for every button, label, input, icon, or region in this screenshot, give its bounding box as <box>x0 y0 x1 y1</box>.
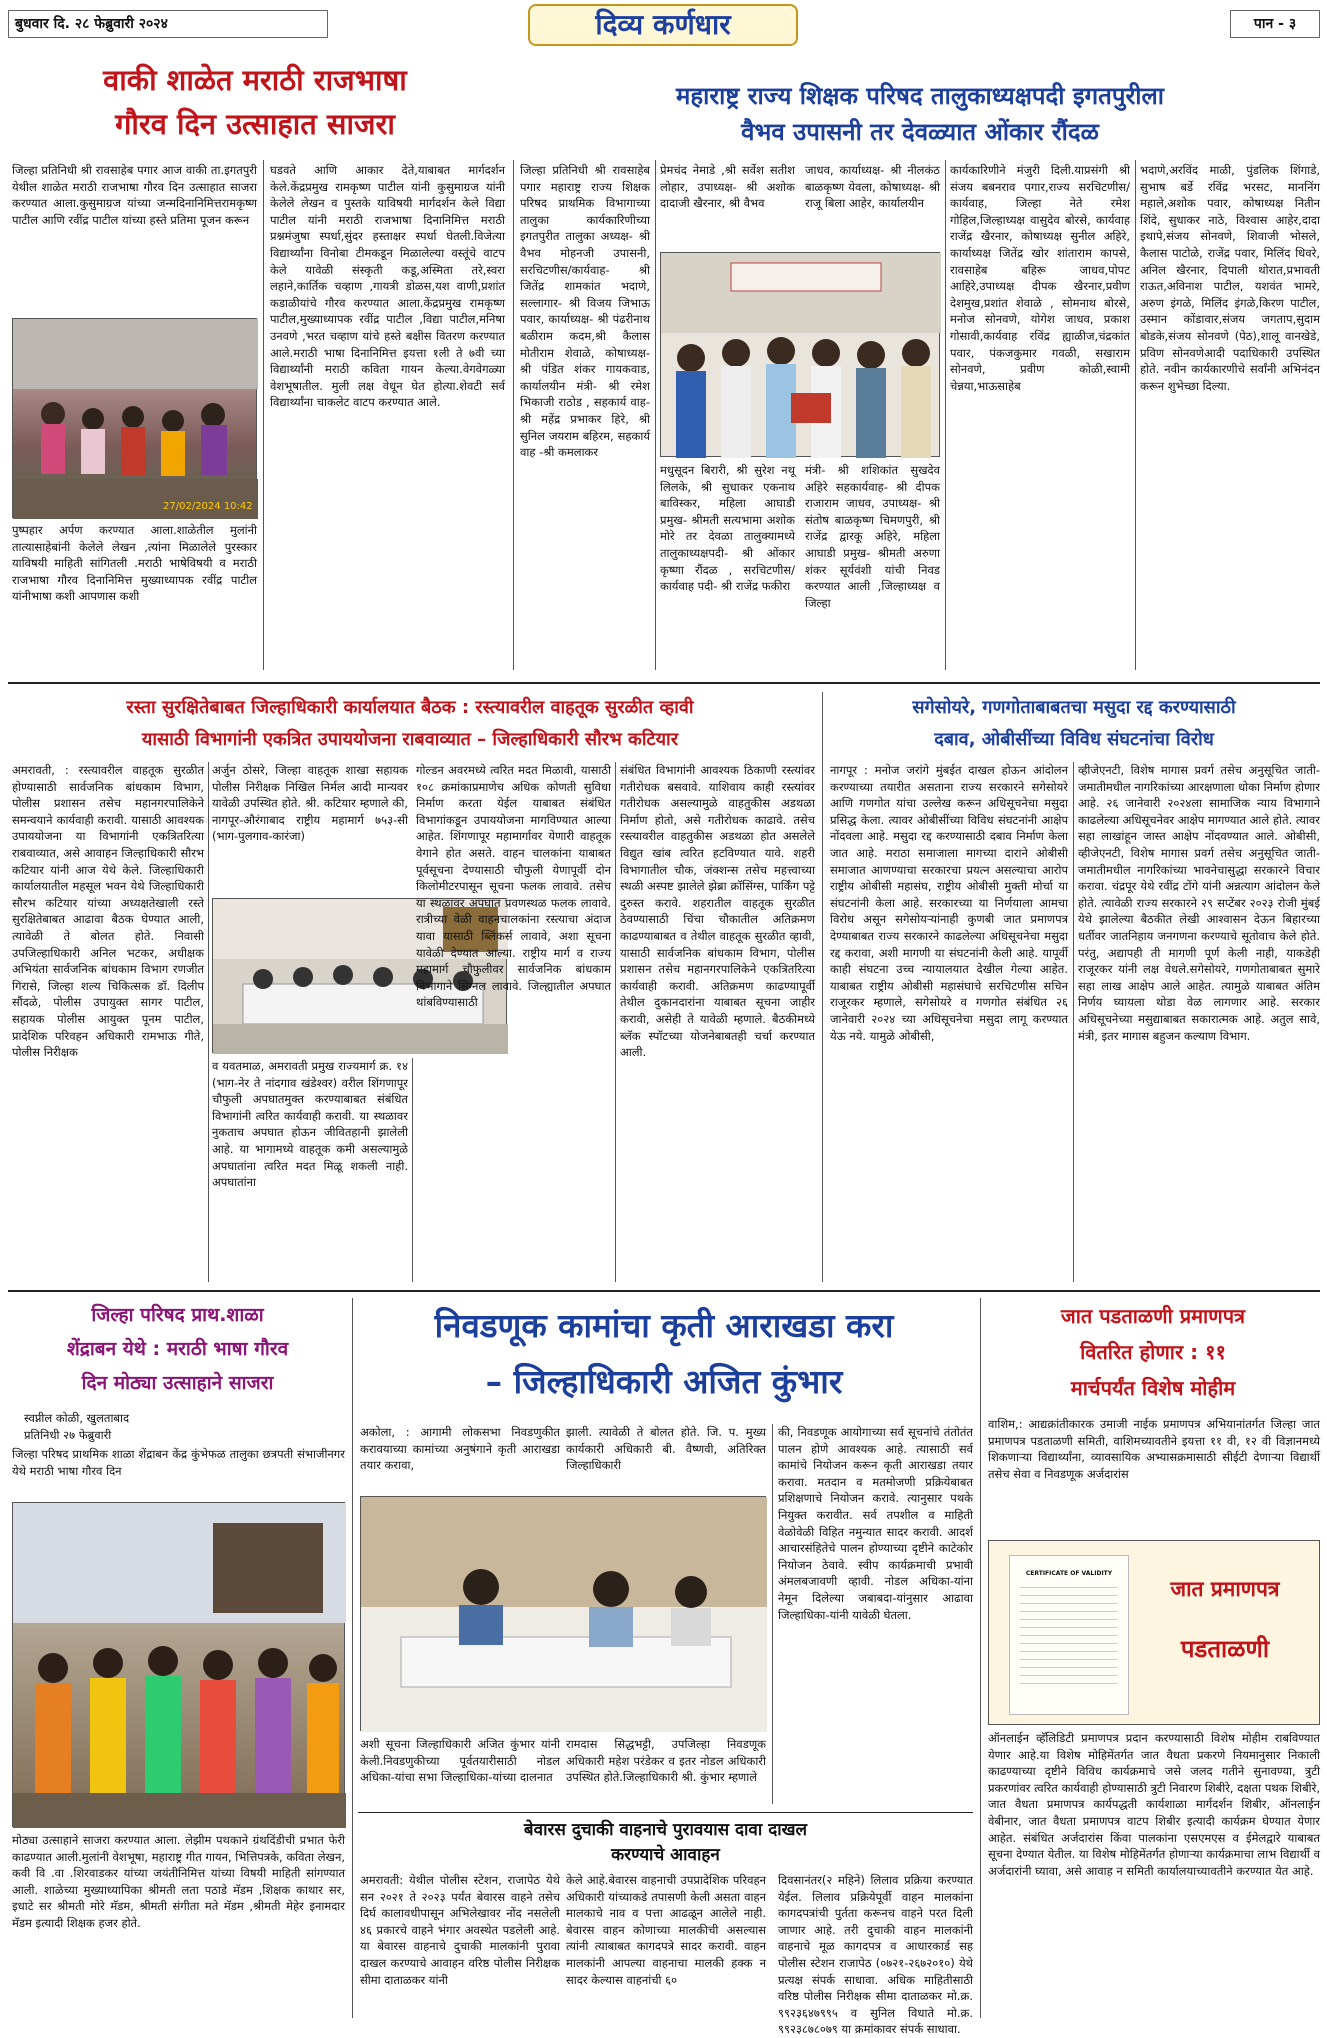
story3-headline <box>10 692 810 758</box>
story3-col4: संबंधित विभागांनी आवश्यक ठिकाणी रस्त्यांवर गतीरोधक बसवावे. याशिवाय काही रस्त्यांवर गतीरोधक असल्यामुळे वाहतुकीस अडथळा निर्माण होतो, असे गतीरोधक काढावे. तसेच रस्त्यावरील वाहतुकीस अडथळा होत असलेले विद्युत खांब त्वरित हटविण्यात यावे. शहरी विभागातील चौक, जंक्शन्स तसेच महत्त्वाच्या स्थळी अस्पष्ट झालेले झेब्रा क्रॉसिंग्स, पार्किंग पट्टे दुरुस्त करावे. शहरातील वाहतूक सुरळीत ठेवण्यासाठी चिंचा चौकातील अतिक्रमण काढण्याबाबत व तेथील वाहतूक सुरळीत व्हावी, यासाठी सार्वजनिक बांधकाम विभाग, पोलीस प्रशासन तसेच महानगरपालिकेने एकत्रितरित्या कार्यवाही करावी. अतिक्रमण काढण्यापूर्वी तेथील दुकानदारांना याबाबत सूचना जाहीर करावी, असेही ते यावेळी म्हणाले. बैठकीमध्ये ब्लॅक स्पॉटच्या योजनेबाबतही चर्चा करण्यात आली. <box>620 763 815 1060</box>
story6-photo <box>360 1496 766 1731</box>
story6-col1-top: अकोला, : आगामी लोकसभा निवडणुकीत करावयाच्या कामांच्या अनुषंगाने कृती आराखडा तयार करावा, <box>360 1425 560 1473</box>
story8-intro: वाशिम,: आद्यक्रांतीकारक उमाजी नाईक प्रमाणपत्र अभियानांतर्गत जिल्हा जात प्रमाणपत्र पडताळणी समिती, वाशिमच्यावतीने इयत्ता ११ वी, १२ वी विज्ञानमध्ये शिकणाऱ्या विद्यार्थ्यांना, व्यावसायिक अभ्यासक्रमासाठी सीईटी देणाऱ्या विद्यार्थी तसेच सेवा व निवडणूक अर्जदारांस <box>988 1417 1320 1481</box>
story3-col3: गोल्डन अवरमध्ये त्वरित मदत मिळावी, यासाठी १०८ क्रमांकाप्रमाणेच अधिक कोणती सुविधा निर्माण करता येईल याबाबत संबंधित विभागांकडून उपाययोजना मागविण्यात आल्या आहेत. शिंगणापूर महामार्गावर येणारी वाहतूक वेगाने होत असते. वाहन चालकांना याबाबत पूर्वसूचना देण्यासाठी चौफुली येणापूर्वी दोन किलोमीटरपासून सूचना फलक लावावे. तसेच या स्थळावर अपघात प्रवणस्थळ फलक लावावे. रात्रीच्या वेळी वाहनचालकांना रस्त्याचा अंदाज यावा यासाठी ब्लिंकर्स लावावे, अशा सूचना यावेळी देण्यात आल्या. राष्ट्रीय मार्ग व राज्य महामार्ग चौफुलीवर सार्वजनिक बांधकाम विभागाने सिग्नल लावावे. जिल्ह्यातील अपघात थांबविण्यासाठी <box>416 763 611 1010</box>
story8-title-line3: मार्चपर्यंत विशेष मोहीम <box>1070 1376 1236 1400</box>
story7-col1: अमरावती: येथील पोलीस स्टेशन, राजापेठ येथे सन २०२१ ते २०२३ पर्यंत बेवारस वाहने तसेच दिर्घ कालावधीपासून अभिलेखावर नोंद नसलेली ४६ प्रकारचे वाहने भंगार अवस्थेत पडलेली आहे. या बेवारस वाहनाचे दुचाकी मालकांनी पुरावा दाखल करण्याचे आवाहन वरिष्ठ पोलीस निरीक्षक सीमा दाताळकर यांनी <box>360 1873 560 1987</box>
story5-photo-art <box>13 1503 346 1828</box>
story5-byline2: प्रतिनिधी २७ फेब्रुवारी <box>24 1428 112 1442</box>
story1-headline <box>10 58 500 158</box>
story2-col5: भदाणे,अरविंद माळी, पुंडलिक शिंगाडे, सुभाष बर्डे रविंद्र भरसट, माननिंग महाले,अशोक पवार, कोषाध्यक्ष नितीन शिंदे, सुधाकर नाठे, विश्वास आहेर,दादा इथापे,संजय सोनवणे, शिवाजी भोसले, कैलास पाटोळे, राजेंद्र पवार, मिलिंद धिवरे, अनिल खैरनार, दिपाली थोरात,प्रभावती राऊत,अविनाश पाटील, यशवंत भामरे, अरुण इंगळे, मिलिंद इंगळे,किरण पाटील, उस्मान कोंडावार,संजय जगताप,सुदाम बोडके,संजय सोनवणे (पेठ),शालू वानखेडे, प्रविण सोनवणेआदी पदाधिकारी उपस्थित होते. नवीन कार्यकारणीचे सर्वांनी अभिनंदन करून शुभेच्छा दिल्या. <box>1140 163 1320 393</box>
story4-title-line2: दबाव, ओबीसींच्या विविध संघटनांचा विरोध <box>934 729 1214 750</box>
story2-title-line2: वैभव उपासनी तर देवळ्यात ओंकार रौंदळ <box>741 118 1099 146</box>
story5-body: मोठ्या उत्साहाने साजरा करण्यात आला. लेझीम पथकाने ग्रंथदिंडीची प्रभात फेरी काढण्यात आली.मुलांनी वेशभूषा, महाराष्ट्र गीत गायन, भित्तिपत्रके, कविता लेखन, कवी वि .वा .शिरवाडकर यांच्या जयंतीनिमित्त यांच्या विषयी माहिती सांगण्यात आली. शाळेच्या मुख्याध्यापिका श्रीमती लता पठाडे मॅडम ,शिक्षक काथार सर, इधाटे सर श्रीमती मोरे मॅडम, श्रीमती संगीता मते मॅडम ,श्रीमती मेहेर इनामदार मॅडम इत्यादी शिक्षक हजर होते. <box>12 1833 345 1930</box>
story4-title-line1: सगेसोयरे, गणगोताबाबतचा मसुदा रद्द करण्यासाठी <box>912 697 1236 718</box>
story1-photo-art <box>13 319 258 519</box>
story1-photo <box>12 318 257 518</box>
story7-col3: दिवसानंतर(२ महिने) लिलाव प्रक्रिया करण्यात येईल. लिलाव प्रक्रियेपूर्वी वाहन मालकांना कागदपत्रांची पुर्तता करूनच वाहने परत दिली जाणार आहे. तरी दुचाकी वाहन मालकांनी वाहनाचे मूळ कागदपत्र व आधारकार्ड सह पोलीस स्टेशन राजापेठ (०७२१-२६७२०१०) येथे प्रत्यक्ष संपर्क साधावा. अधिक माहितीसाठी वरिष्ठ पोलीस निरीक्षक सीमा दाताळकर मो.क्र. ९९२३६४७९९५ व सुनिल विधाते मो.क्र. ९९२३८७८०७९ या क्रमांकावर संपर्क साधावा. <box>778 1873 973 2037</box>
story3-col1: अमरावती, : रस्त्यावरील वाहतूक सुरळीत होण्यासाठी सार्वजनिक बांधकाम विभाग, पोलीस प्रशासन तसेच महानगरपालिकेने समन्वयाने कार्यवाही करावी. यासाठी आवश्यक उपाययोजना या विभागांनी एकत्रितरित्या राबवाव्यात, असे आवाहन जिल्हाधिकारी सौरभ कटियार यांनी आज येथे केले. जिल्हाधिकारी कार्यालयातील महसूल भवन येथे जिल्हाधिकारी सौरभ कटियार यांच्या अध्यक्षतेखाली रस्ते सुरक्षितेबाबत आढावा बैठक घेण्यात आली, त्यावेळी ते बोलत होते. निवासी उपजिल्हाधिकारी अनिल भटकर, अधीक्षक अभियंता सार्वजनिक बांधकाम विभाग रणजीत गिरासे, जिल्हा शल्य चिकित्सक डॉ. दिलीप सौंदळे, पोलीस उपायुक्त सागर पाटील, सहायक पोलीस आयुक्त पूनम पाटील, प्रादेशिक परिवहन अधिकारी रामभाऊ गीते, पोलीस निरीक्षक <box>12 763 204 1060</box>
story5-byline1: स्वप्नील कोळी, खुलताबाद <box>24 1411 130 1425</box>
story4-headline <box>828 692 1320 758</box>
story8-title-line1: जात पडताळणी प्रमाणपत्र <box>1060 1304 1246 1328</box>
story8-image <box>988 1540 1320 1725</box>
story6-photo-art <box>361 1497 767 1732</box>
story5-title-line1: जिल्हा परिषद प्राथ.शाळा <box>91 1304 264 1326</box>
story6-col3: की, निवडणूक आयोगाच्या सर्व सूचनांचे तंतोतंत पालन होणे आवश्यक आहे. त्यासाठी सर्व कामांचे नियोजन करून कृती आराखडा तयार करावा. मतदान व मतमोजणी प्रक्रियेबाबत प्रशिक्षणाचे नियोजन करावे. त्यानुसार पथके नियुक्त करावीत. सर्व तपशील व माहिती वेळोवेळी विहित नमुन्यात सादर करावी. आदर्श आचारसंहितेचे पालन होण्याच्या दृष्टीने काटेकोर नियोजन ठेवावे. स्वीप कार्यक्रमाची प्रभावी अंमलबजावणी व्हावी. नोडल अधिका-यांना नेमून दिलेल्या जबाबदा-यांनुसार आढावा जिल्हाधिका-यांनी यावेळी घेतला. <box>778 1425 973 1622</box>
story7-col2: केले आहे.बेवारस वाहनाची उपप्रादेशिक परिवहन अधिकारी यांच्याकडे तपासणी केली असता वाहन मालकाचे नाव व पत्ता आढळून आलेले नाही. बेवारस वाहन कोणाच्या मालकीची असल्यास त्यांनी त्याबाबत कागदपत्रे सादर करावी. वाहन मालकांनी आपल्या वाहनाचा मालकी हक्क न सादर केल्यास वाहनांची ६० <box>566 1873 766 1987</box>
story8-body: ऑनलाईन व्हॅलिडिटी प्रमाणपत्र प्रदान करण्यासाठी विशेष मोहीम राबविण्यात येणार आहे.या विशेष मोहिमेंतर्गत जात वैधता प्रकरणे नियमानुसार निकाली काढण्याच्या दृष्टीने विविध कार्यक्रमाचे जसे जलद गतीने सुनावण्या, त्रुटी प्रकरणांवर त्वरित कार्यवाही होण्यासाठी त्रुटी निवारण शिबीरे, दक्षता पथक शिबीरे, जात वैधता प्रमाणपत्र कार्यपद्धती कार्यशाळा मार्गदर्शन शिबीर, ऑनलाईन वेबीनार, जात वैधता प्रमाणपत्र वाटप शिबीर इत्यादी कार्यक्रम घेण्यात येणार आहेत. संबंधित अर्जदारांस किंवा पालकांना एसएमएस व ईमेलद्वारे याबाबत सूचना देण्यात येतील. या विशेष मोहिमेंतर्गत होणाऱ्या कार्यक्रमाचा लाभ विद्यार्थी व अर्जदारांनी घ्यावा, असे आवाह न समिती कार्यालयाच्यावतीने करण्यात येत आहे. <box>988 1731 1320 1878</box>
story8-title-line2: वितरित होणार : ११ <box>1080 1340 1226 1364</box>
story5-headline <box>10 1298 345 1406</box>
story2-title-line1: महाराष्ट्र राज्य शिक्षक परिषद तालुकाध्यक्षपदी इगतपुरीला <box>676 82 1164 110</box>
story2-col4: कार्यकारिणीने मंजुरी दिली.याप्रसंगी श्री संजय बबनराव पगार,राज्य सरचिटणीस/कार्यवाह, जिल्हा नेते रमेश गोहिल,जिल्हाध्यक्ष वासुदेव बोरसे, कार्यवाह राजेंद्र खैरनार, कोषाध्यक्ष सुनील अहिरे, कार्याध्यक्ष जितेंद्र खोर शांताराम कापसे, रावसाहेब बहिरू जाधव,पोपट आहिरे,उपाध्यक्ष दीपक खैरनार,प्रवीण देशमुख,प्रशांत शेवाळे , सोमनाथ बोरसे, मनोज सोनवणे, योगेश जाधव, प्रकाश गोसावी,कार्यवाह रविंद्र ह्याळीज,चंद्रकांत पवार, पंकजकुमार गवळी, सखाराम सोनवणे, प्रवीण कोळी,स्वामी चेन्नया,भाऊसाहेब <box>950 163 1130 393</box>
story6-col2-top: झाली. त्यावेळी ते बोलत होते. जि. प. मुख्य कार्यकारी अधिकारी बी. वैष्णवी, अतिरिक्त जिल्हाधिकारी <box>566 1425 766 1473</box>
story5-intro: जिल्हा परिषद प्राथमिक शाळा शेंद्राबन केंद्र कुंभेफळ तालुका छत्रपती संभाजीनगर येथे मराठी भाषा गौरव दिन <box>12 1447 345 1478</box>
story6-col1-bottom: अशी सूचना जिल्हाधिकारी अजित कुंभार यांनी केली.निवडणुकीच्या पूर्वतयारीसाठी नोडल अधिका-यांचा सभा जिल्हाधिका-यांच्या दालनात <box>360 1737 560 1785</box>
story3-col2-bottom: व यवतमाळ, अमरावती प्रमुख राज्यमार्ग क्र. १४ (भाग-नेर ते नांदगाव खंडेश्वर) वरील शिंगणापूर चौफुली अपघातमुक्त करण्याबाबत संबंधित विभागांनी त्वरित कार्यवाही करावी. या स्थळावर नुकताच अपघात होऊन जीवितहानी झालेली आहे. या भागामध्ये वाहतूक कमी असल्यामुळे अपघातांना त्वरित मदत मिळू शकली नाही. अपघातांना <box>212 1059 408 1190</box>
story8-image-text-line1: जात प्रमाणपत्र <box>1170 1577 1280 1601</box>
story7-title-line1: बेवारस दुचाकी वाहनाचे पुरावयास दावा दाखल <box>523 1820 808 1840</box>
masthead-logo-text: दिव्य कर्णधार <box>595 8 731 41</box>
story1-photo-stamp: 27/02/2024 10:42 <box>163 501 253 512</box>
story8-image-text-line2: पडताळणी <box>1180 1635 1270 1663</box>
story3-col2-top: अर्जुन ठोसरे, जिल्हा वाहतूक शाखा सहायक पोलीस निरीक्षक निखिल निर्मल आदी मान्यवर यावेळी उपस्थित होते. श्री. कटियार म्हणाले की, नागपूर-औरंगाबाद राष्ट्रीय महामार्ग ७५३-सी (भाग-पुलगाव-कारंजा) <box>212 763 408 844</box>
story3-title-line1: रस्ता सुरक्षितेबाबत जिल्हाधिकारी कार्यालयात बैठक : रस्त्यावरील वाहतूक सुरळीत व्हावी <box>126 697 694 718</box>
certificate-lines <box>1020 1587 1118 1687</box>
story2-headline <box>520 78 1320 158</box>
masthead-logo <box>528 4 798 46</box>
story2-col2-top: प्रेमचंद नेमाडे ,श्री सर्वेश सतीश लोहार, उपाध्यक्ष- श्री अशोक दादाजी खैरनार, श्री वैभव <box>660 163 795 211</box>
story7-headline <box>358 1818 973 1868</box>
story2-col1: जिल्हा प्रतिनिधी श्री रावसाहेब पगार महाराष्ट्र राज्य शिक्षक परिषद प्राथमिक विभागाच्या तालुका कार्यकारिणीच्या इगतपुरीत तालुका अध्यक्ष- श्री वैभव मोहनजी उपासनी, सरचिटणीस/कार्यवाह- श्री जितेंद्र शामकांत भदाणे, सल्लागार- श्री विजय जिभाऊ पवार, कार्याध्यक्ष- श्री पंढरीनाथ बळीराम कदम,श्री कैलास मोतीराम शेवाळे, कोषाध्यक्ष- श्री पंडित शंकर गायकवाड, कार्यालयीन मंत्री- श्री रमेश भिकाजी राठोड , सहकार्य वाह- श्री महेंद्र प्रभाकर हिरे, श्री सुनिल जयराम बहिरम, सहकार्य वाह -श्री कमलाकर <box>520 163 650 460</box>
story1-col2: घडवते आणि आकार देते,याबाबत मार्गदर्शन केले.केंद्रप्रमुख रामकृष्ण पाटील यांनी कुसुमाग्रज यांनी केलेले लेखन व पुस्तके याविषयी मार्गदर्शन केले विद्या पाटील यांनी मराठी राजभाषा दिनानिमित्त मराठी प्रश्नमंजुषा स्पर्धा,सुंदर हस्ताक्षर स्पर्धा घेतली.विजेत्या विद्यार्थ्यांना विनोबा टीमकडून मिळालेल्या वस्तूंचे वाटप केले यावेळी संस्कृती कडू,अस्मिता तरे,स्वरा लहाने,कार्तिक चव्हाण ,गायत्री डोळस,यश वाणी,प्रशांत कडाळीयांचे गौरव करण्यात आला.केंद्रप्रमुख रामकृष्ण पाटील,मुख्याध्यापक रवींद्र पाटील ,विद्या पाटील,मनिषा उनवणे ,भरत चव्हाण यांचे हस्ते बक्षीस वितरण करण्यात आले.मराठी भाषा दिनानिमित्त इयत्ता १ली ते ७वी च्या विद्यार्थ्यांनी मराठी कविता गायन केल्या.वेगवेगळ्या वेशभूषातील. मुली लक्ष वेधून घेत होत्या.शेवटी सर्व विद्यार्थ्यांना चाकलेट वाटप करण्यात आले. <box>270 163 505 410</box>
masthead <box>0 0 1327 50</box>
story5-title-line3: दिन मोठ्या उत्साहाने साजरा <box>81 1372 274 1394</box>
certificate-document <box>1009 1555 1129 1715</box>
story8-headline <box>986 1298 1320 1412</box>
story4-col1: नागपूर : मनोज जरांगे मुंबईत दाखल होऊन आंदोलन करण्याच्या तयारीत असताना राज्य सरकारने सगेसोयरे आणि गणगोत यांचा उल्लेख करून अधिसूचनेचा मसुदा प्रसिद्ध केला. त्यावर ओबीसींच्या विविध संघटनांनी आक्षेप नोंदवला आहे. मसुदा रद्द करण्यासाठी दबाव निर्माण केला जात आहे. मराठा समाजाला मागच्या दाराने ओबीसी समाजात आणण्याचा सरकारचा प्रयत्न असल्याचा आरोप राष्ट्रीय ओबीसी महासंघ, राष्ट्रीय ओबीसी मुक्ती मोर्चा या संघटनांनी केला आहे. सरकारच्या या निर्णयाला आमचा विरोध असून सगेसोयऱ्यांनाही कुणबी जात प्रमाणपत्र देण्याबाबत राज्य सरकारने काढलेल्या अधिसूचनेचा मसुदा रद्द करावा, अशी मागणी या संघटनांनी केली आहे. यापूर्वी काही संघटना उच्च न्यायालयात देखील गेल्या आहेत. याबाबत राष्ट्रीय ओबीसी महासंघाचे सरचिटणीस सचिन राजूरकर म्हणाले, सगेसोयरे व गणगोत संबंधित २६ जानेवारी २०२४ च्या अधिसूचनेचा मसुदा लागू करण्यात येऊ नये. यामुळे ओबीसी, <box>830 763 1068 1043</box>
story1-col1: जिल्हा प्रतिनिधी श्री रावसाहेब पगार आज वाकी ता.इगतपुरी येथील शाळेत मराठी राजभाषा गौरव दिन उत्साहात साजरा करण्यात आला.कुसुमाग्रज यांच्या जन्मदिनानिमित्तरामकृष्ण पाटील आणि रवींद्र पाटील यांच्या हस्ते प्रतिमा पूजन करून <box>12 163 257 227</box>
masthead-date: बुधवार दि. २८ फेब्रुवारी २०२४ <box>8 10 328 38</box>
story1-title-line2: गौरव दिन उत्साहात साजरा <box>115 107 395 141</box>
story1-col1-cont: पुष्पहार अर्पण करण्यात आला.शाळेतील मुलांनी तात्यासाहेबांनी केलेले लेखन ,त्यांना मिळालेले पुरस्कार याविषयी माहिती सांगितली .मराठी भाषेविषयी व मराठी राजभाषा गौरव दिनानिमित्त मुख्याध्यापक रवींद्र पाटील यांनीभाषा कशी आपणास कशी <box>12 523 257 604</box>
story5-photo <box>12 1502 345 1827</box>
story6-title-line1: निवडणूक कामांचा कृती आराखडा करा <box>434 1306 894 1345</box>
story6-title-line2: – जिल्हाधिकारी अजित कुंभार <box>485 1362 843 1401</box>
story5-title-line2: शेंद्राबन येथे : मराठी भाषा गौरव <box>66 1338 289 1360</box>
story4-col2: व्हीजेएनटी, विशेष मागास प्रवर्ग तसेच अनुसूचित जाती-जमातीमधील नागरिकांच्या आरक्षणाला धोका निर्माण होणार आहे. २६ जानेवारी २०२४ला सामाजिक न्याय विभागाने काढलेल्या अधिसूचनेवर आक्षेप मागण्यात आले होते. त्यावर सहा लाखांहून जास्त आक्षेप नोंदवण्यात आले. ओबीसी, व्हीजेएनटी, विशेष मागास प्रवर्ग तसेच अनुसूचित जाती-जमातीमधील नागरिकांच्या भावनेचासुद्धा सरकारने विचार करावा. चंद्रपूर येथे रवींद्र टोंगे यांनी अन्नत्याग आंदोलन केले होते. त्यावेळी राज्य सरकारने २९ सप्टेंबर २०२३ रोजी मुंबई येथे झालेल्या बैठकीत लेखी आश्वासन देऊन बिहारच्या धर्तीवर जातनिहाय जनगणना करण्याचे सूतोवाच केले होते. परंतु, अद्यापही ती मागणी पूर्ण केली नाही, याकडेही राजूरकर यांनी लक्ष वेधले.सगेसोयरे, गणगोताबाबत सुमारे सहा लाख आक्षेप आले आहेत. त्यामुळे याबाबत अंतिम निर्णय घ्यायला थोडा वेळ लागणार आहे. सरकार अधिसूचनेच्या मसुद्याबाबत सकारात्मक आहे. अतुल सावे, मंत्री, इतर मागास बहुजन कल्याण विभाग. <box>1078 763 1320 1043</box>
story3-title-line2: यासाठी विभागांनी एकत्रित उपाययोजना राबवाव्यात – जिल्हाधिकारी सौरभ कटियार <box>141 729 679 750</box>
story7-title-line2: करण्याचे आवाहन <box>611 1845 720 1865</box>
story8-image-text <box>1134 1559 1316 1709</box>
story2-photo <box>660 252 940 457</box>
story2-col3-top: जाधव, कार्याध्यक्ष- श्री नीलकंठ बाळकृष्ण येवला, कोषाध्यक्ष- श्री राजू बिला आहेर, कार्यालयीन <box>805 163 940 211</box>
story6-col2-bottom: रामदास सिद्धभट्टी, उपजिल्हा निवडणूक अधिकारी महेश परंडेकर व इतर नोडल अधिकारी उपस्थित होते.जिल्हाधिकारी श्री. कुंभार म्हणाले <box>566 1737 766 1785</box>
story6-headline <box>358 1298 970 1418</box>
story2-photo-art <box>661 253 941 458</box>
story2-col3-bottom: मंत्री- श्री शशिकांत सुखदेव अहिरे सहकार्यवाह- श्री दीपक राजाराम जाधव, उपाध्यक्ष- श्री संतोष बाळकृष्ण चिमणपुरी, श्री राजेंद्र द्वारकू अहिरे, महिला आघाडी प्रमुख- श्रीमती अरुणा शंकर सूर्यवंशी यांची निवड करण्यात आली ,जिल्हाध्यक्ष व जिल्हा <box>805 463 940 610</box>
story1-title-line1: वाकी शाळेत मराठी राजभाषा <box>103 63 407 97</box>
page-number: पान - ३ <box>1230 10 1320 38</box>
certificate-title: CERTIFICATE OF VALIDITY <box>1025 1570 1113 1577</box>
story2-col2-bottom: मधुसूदन बिरारी, श्री सुरेश नथू लिलके, श्री सुधाकर एकनाथ बाविस्कर, महिला आघाडी प्रमुख- श्रीमती सत्यभामा अशोक मोरे तर देवळा तालुक्यामध्ये तालुकाध्यक्षपदी- श्री ओंकार कृष्णा रौंदळ , सरचिटणीस/कार्यवाह पदी- श्री राजेंद्र फकीरा <box>660 463 795 594</box>
